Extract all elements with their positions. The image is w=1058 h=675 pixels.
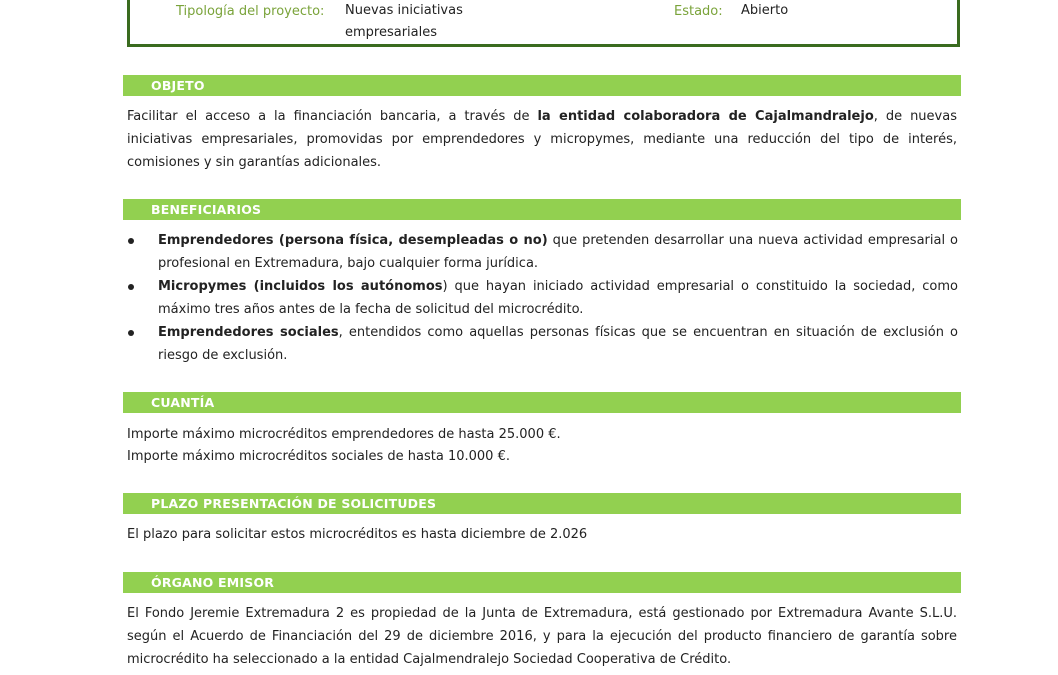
beneficiario-text: que pretenden desarrollar una nueva actividad empresarial o profesional en Extremadura, bajo cualquier forma jurídica. [158, 233, 958, 271]
beneficiario-item [158, 229, 958, 275]
beneficiario-text: ) que hayan iniciado actividad empresarial o constituido la sociedad, como máximo tres años antes de la fecha de solicitud del microcrédito. [158, 279, 958, 317]
section-beneficiarios-title: BENEFICIARIOS [123, 199, 961, 220]
project-info-box [127, 0, 960, 47]
objeto-text-part2: , de nuevas iniciativas empresariales, promovidas por emprendedores y micropymes, mediante una reducción del tipo de interés, comisiones y sin garantías adicionales. [127, 109, 957, 170]
tipologia-value-line1: Nuevas iniciativas [345, 3, 463, 18]
bullet-icon [128, 330, 134, 336]
beneficiario-item [158, 321, 958, 367]
objeto-text-part1: Facilitar el acceso a la financiación bancaria, a través de [127, 109, 538, 124]
objeto-text-bold: la entidad colaboradora de Cajalmandralejo [537, 109, 874, 124]
beneficiario-bold: Micropymes (incluidos los autónomos [158, 279, 443, 294]
estado-value: Abierto [741, 3, 789, 18]
tipologia-value-line2: empresariales [345, 25, 438, 40]
cuantia-line-2: Importe máximo microcréditos sociales de hasta 10.000 €. [127, 449, 510, 464]
tipologia-label: Tipología del proyecto: [176, 4, 325, 19]
beneficiario-item [158, 275, 958, 321]
section-plazo-title: PLAZO PRESENTACIÓN DE SOLICITUDES [123, 493, 961, 514]
beneficiario-bold: Emprendedores sociales [158, 325, 339, 340]
section-organo-title: ÓRGANO EMISOR [123, 572, 961, 593]
bullet-icon [128, 284, 134, 290]
section-objeto-title: OBJETO [123, 75, 961, 96]
objeto-paragraph [127, 105, 957, 174]
estado-label: Estado: [674, 4, 723, 19]
section-cuantia-title: CUANTÍA [123, 392, 961, 413]
plazo-text: El plazo para solicitar estos microcréditos es hasta diciembre de 2.026 [127, 527, 588, 542]
beneficiario-text: , entendidos como aquellas personas físicas que se encuentran en situación de exclusión o riesgo de exclusión. [158, 325, 959, 363]
bullet-icon [128, 238, 134, 244]
organo-text: El Fondo Jeremie Extremadura 2 es propiedad de la Junta de Extremadura, está gestionado por Extremadura Avante S.L.U. según el Acuerdo de Financiación del 29 de diciembre 2016, y para la ejecución del producto financiero de garantía sobre microcrédito ha seleccionado a la entidad Cajalmendralejo Sociedad Cooperativa de Crédito. [127, 606, 957, 667]
beneficiario-bold: Emprendedores (persona física, desempleadas o no) [158, 233, 548, 248]
cuantia-line-1: Importe máximo microcréditos emprendedores de hasta 25.000 €. [127, 427, 561, 442]
